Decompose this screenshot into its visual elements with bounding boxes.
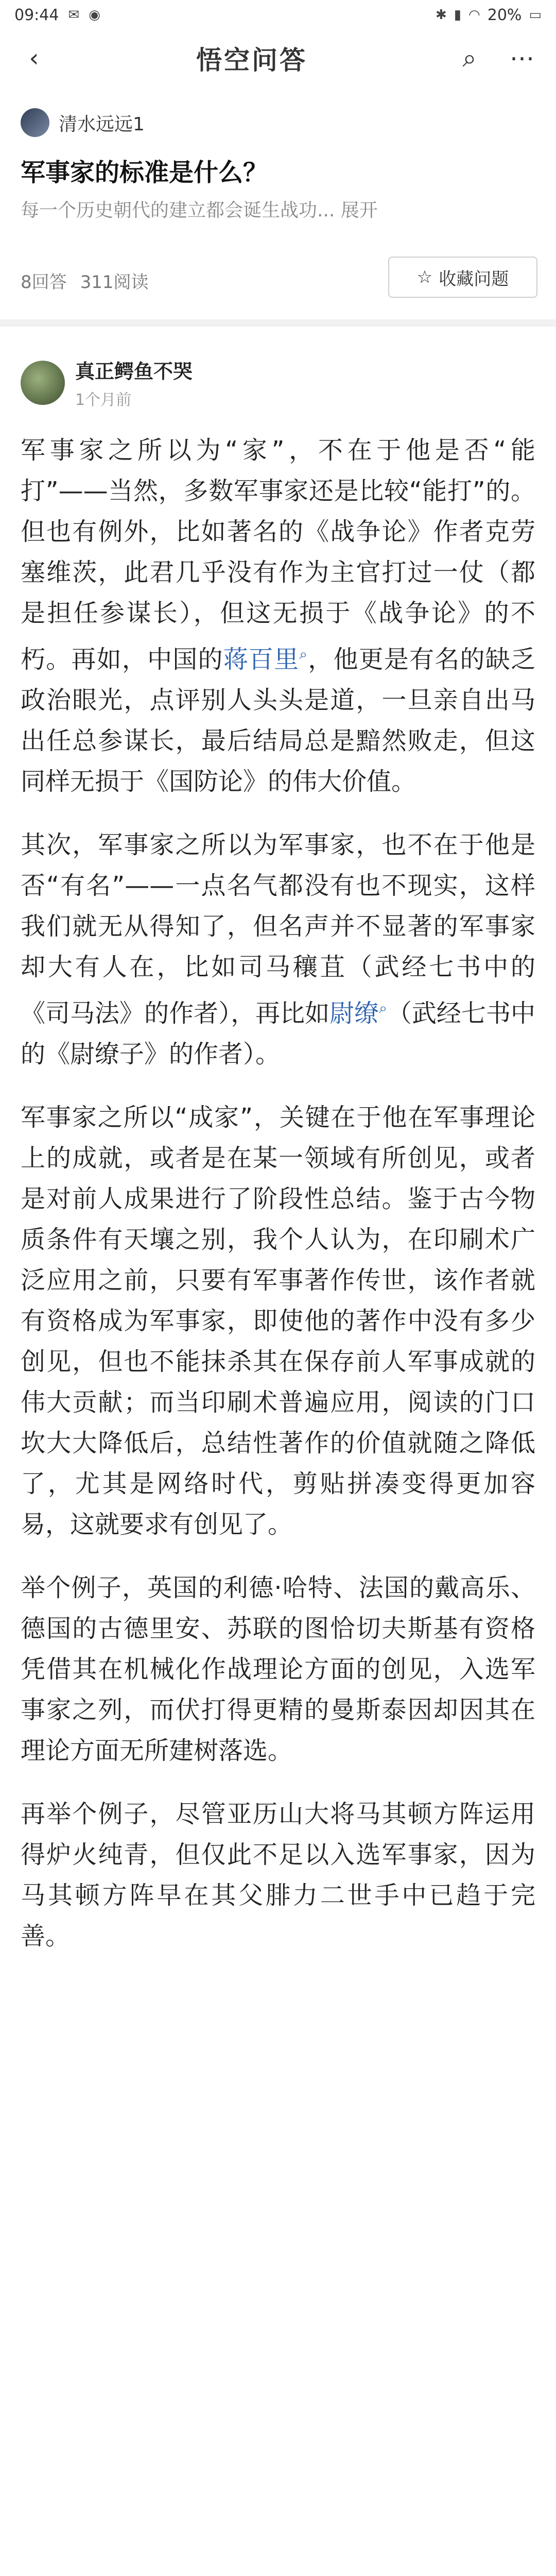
more-icon[interactable]: ⋯ — [510, 43, 534, 73]
notification-icon: ✉ — [68, 7, 80, 23]
section-divider — [0, 319, 556, 327]
status-time: 09:44 — [14, 6, 59, 24]
favorite-question-button[interactable] — [388, 257, 537, 298]
asker-name[interactable]: 清水远远1 — [59, 113, 145, 135]
paragraph-5: 再举个例子，尽管亚历山大将马其顿方阵运用得炉火纯青，但仅此不足以入选军事家，因为马其顿方阵早在其父腓力二世手中已趋于完善。 — [21, 1800, 535, 1951]
back-icon[interactable]: ‹ — [29, 44, 39, 73]
star-icon: ☆ — [416, 267, 433, 287]
answer-author[interactable] — [21, 355, 193, 410]
question-asker[interactable] — [21, 108, 145, 137]
paragraph-4: 举个例子，英国的利德·哈特、法国的戴高乐、德国的古德里安、苏联的图恰切夫斯基有资格凭借其在机械化作战理论方面的创见，入选军事家之列，而伏打得更精的曼斯泰因却因其在理论方面无所建树落选。 — [21, 1573, 535, 1765]
paragraph-2: 其次，军事家之所以为军事家，也不在于他是否“有名”——一点名气都没有也不现实，这样我们就无从得知了，但名声并不显著的军事家却大有人在，比如司马穰苴（武经七书中的《司马法》的作者），再比如尉缭⌕（武经七书中的《尉缭子》的作者）。 — [21, 831, 535, 1069]
question-meta — [21, 268, 149, 293]
bluetooth-icon: ✱ — [435, 7, 447, 23]
battery-icon: ▭ — [529, 7, 542, 23]
link-jiangbaili[interactable]: 蒋百里 — [223, 645, 300, 674]
search-icon[interactable]: ⌕ — [462, 43, 477, 73]
read-count: 311阅读 — [80, 272, 149, 293]
wifi-icon: ◠ — [468, 7, 480, 23]
search-icon[interactable]: ⌕ — [379, 999, 387, 1016]
question-description[interactable]: 每一个历史朝代的建立都会诞生战功... 展开 — [21, 200, 378, 221]
question-title: 军事家的标准是什么？ — [21, 158, 268, 187]
author-name[interactable]: 真正鳄鱼不哭 — [75, 360, 193, 383]
battery-text: 20% — [487, 6, 522, 24]
status-bar — [0, 0, 556, 30]
author-avatar[interactable] — [21, 361, 65, 405]
answer-time: 1个月前 — [75, 391, 132, 409]
answer-body — [21, 430, 535, 1979]
favorite-label: 收藏问题 — [439, 268, 509, 290]
search-icon[interactable]: ⌕ — [299, 646, 308, 663]
signal-icon: ▮ — [454, 7, 462, 23]
app-icon: ◉ — [89, 7, 100, 23]
paragraph-1: 军事家之所以为“家”，不在于他是否“能打”——当然，多数军事家还是比较“能打”的。但也有例外，比如著名的《战争论》作者克劳塞维茨，此君几乎没有作为主官打过一仗（都是担任参谋长），但这无损于《战争论》的不朽。再如，中国的蒋百里⌕，他更是有名的缺乏政治眼光，点评别人头头是道，一旦亲自出马出任总参谋长，最后结局总是黯然败走，但这同样无损于《国防论》的伟大价值。 — [21, 436, 535, 796]
asker-avatar[interactable] — [21, 108, 49, 137]
app-bar — [0, 30, 556, 87]
answer-count: 8回答 — [21, 272, 67, 293]
link-weiliao[interactable]: 尉缭 — [329, 999, 379, 1028]
app-brand: 悟空问答 — [196, 45, 307, 75]
paragraph-3: 军事家之所以“成家”，关键在于他在军事理论上的成就，或者是在某一领域有所创见，或者是对前人成果进行了阶段性总结。鉴于古今物质条件有天壤之别，我个人认为，在印刷术广泛应用之前，只要有军事著作传世，该作者就有资格成为军事家，即使他的著作中没有多少创见，但也不能抹杀其在保存前人军事成就的伟大贡献；而当印刷术普遍应用，阅读的门口坎大大降低后，总结性著作的价值就随之降低了，尤其是网络时代，剪贴拼凑变得更加容易，这就要求有创见了。 — [21, 1103, 535, 1539]
